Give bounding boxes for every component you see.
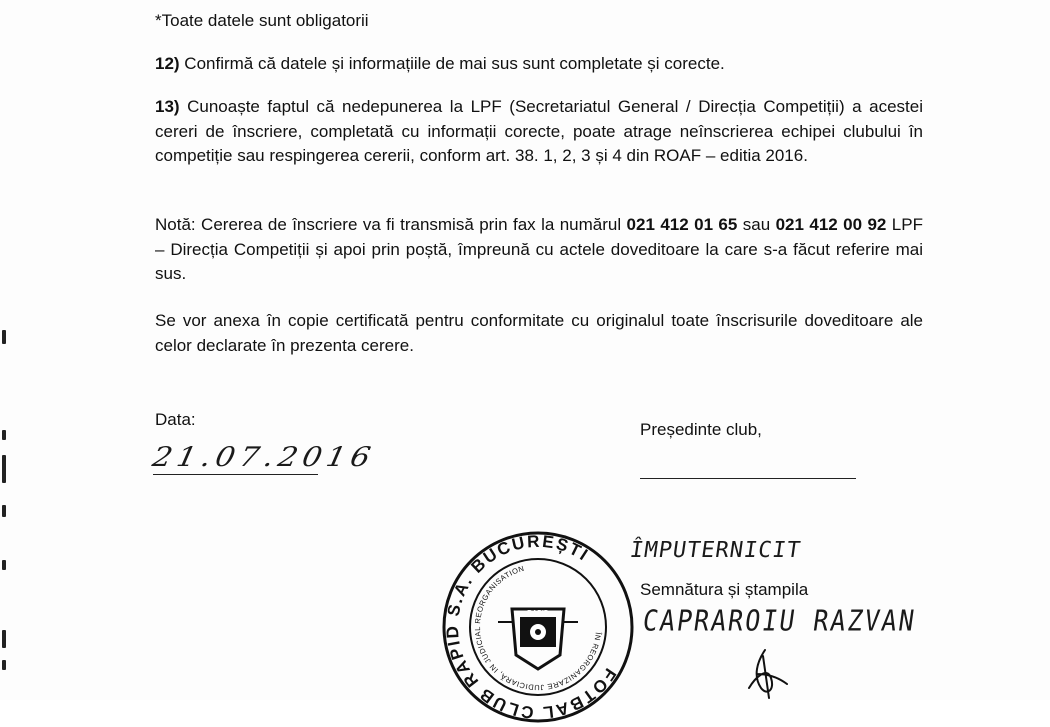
acknowledgement-item-13 (155, 95, 923, 169)
fax-number-1: 021 412 01 65 (626, 215, 738, 234)
signature-stamp-label: Semnătura și ștampila (640, 580, 809, 599)
club-stamp (438, 527, 638, 727)
handwritten-signer-name: CAPRAROIU RAZVAN (640, 603, 919, 638)
item-number: 13) (155, 97, 180, 116)
annex-note: Se vor anexa în copie certificată pentru conformitate cu originalul toate înscrisurile doveditoare ale celor declarate în prezenta cerere. (155, 311, 923, 355)
president-label: Președinte club, (640, 420, 762, 439)
date-underline (153, 474, 318, 475)
stamp-center-text: RAPID (527, 610, 549, 617)
signature-scribble (735, 648, 795, 700)
item-text: Confirmă că datele și informațiile de mai sus sunt completate și corecte. (179, 54, 725, 73)
confirmation-item-12 (155, 52, 923, 77)
date-label: Data: (155, 410, 196, 429)
fax-note (155, 213, 923, 287)
mandatory-note: *Toate datele sunt obligatorii (155, 11, 369, 30)
note-text: sau (737, 215, 776, 234)
fax-number-2: 021 412 00 92 (775, 215, 887, 234)
stamp-inner-text: ÎN REORGANIZARE JUDICIARĂ, IN JUDICIAL REORGANISATION (472, 563, 603, 693)
stamp-outer-text: FOTBAL CLUB RAPID S.A. BUCUREȘTI (442, 531, 620, 723)
item-text: Cunoaște faptul că nedepunerea la LPF (Secretariatul General / Direcția Competiții) a acestei cereri de înscriere, completată cu informații corecte, poate atrage neînscrierea echipei clubului în competiție sau respingerea cererii, conform art. 38. 1, 2, 3 și 4 din ROAF – editia 2016. (155, 97, 923, 165)
note-text: LPF – Direcția Competiții și apoi prin poștă, împreună cu actele doveditoare la care s-a făcut referire mai sus. (155, 215, 923, 283)
handwritten-date: 21.07.2016 (149, 441, 379, 474)
item-number: 12) (155, 54, 180, 73)
handwritten-authorized: ÎMPUTERNICIT (628, 538, 803, 563)
note-text: Notă: Cererea de înscriere va fi transmisă prin fax la numărul (155, 215, 627, 234)
scan-edge-marks (0, 0, 8, 700)
stamp-emblem (498, 609, 578, 669)
signature-line (640, 478, 856, 479)
